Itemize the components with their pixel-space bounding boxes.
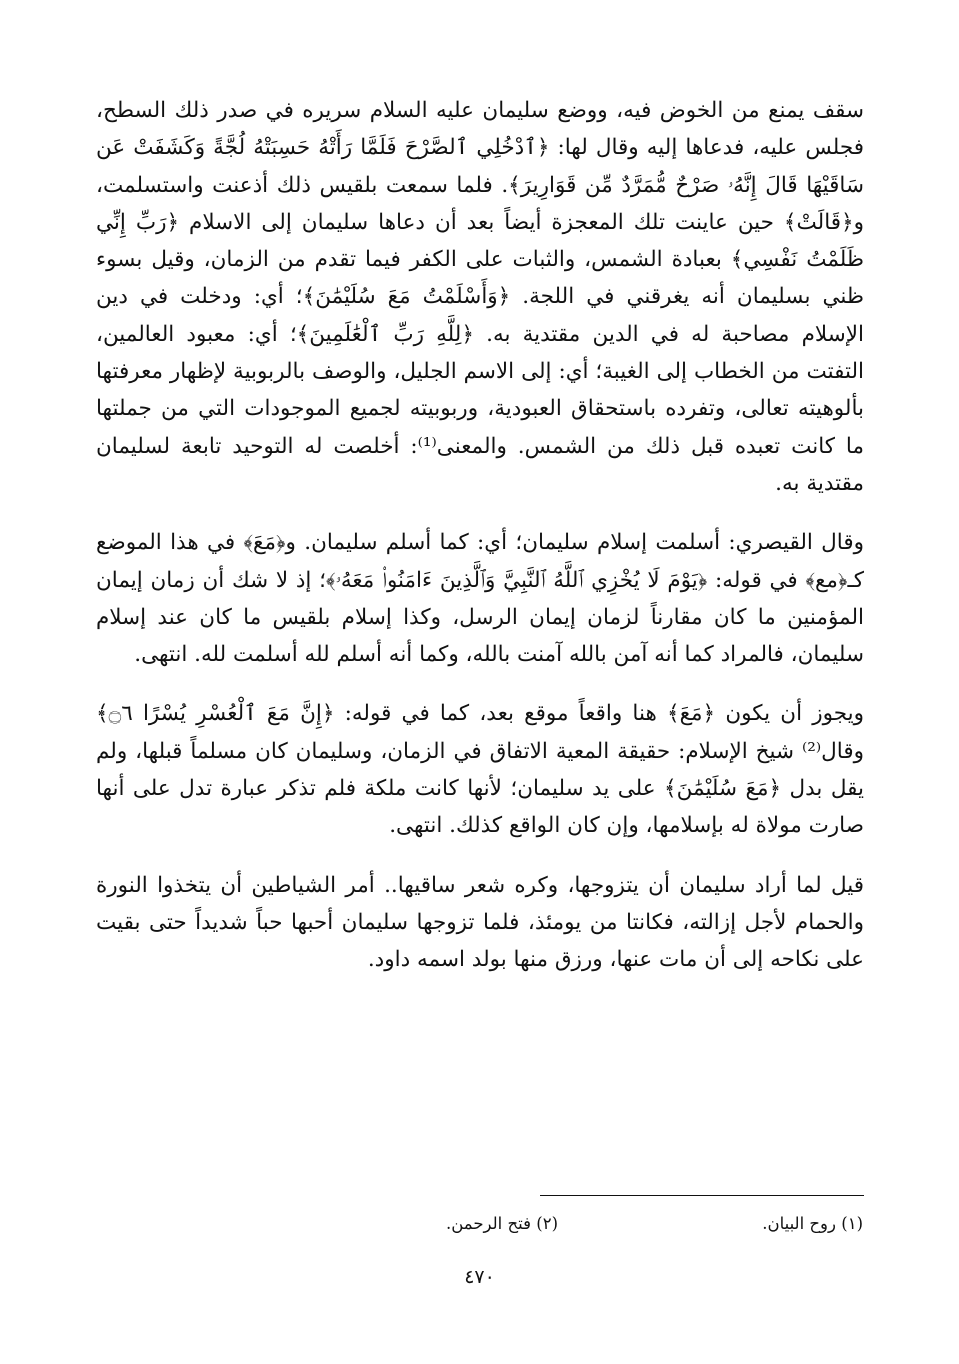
- footnote-1: (١) روح البيان.: [762, 1214, 863, 1233]
- footnotes: [95, 1212, 863, 1236]
- footnote-2: (٢) فتح الرحمن.: [445, 1214, 558, 1233]
- footnote-separator: [540, 1195, 864, 1196]
- paragraph-4: قيل لما أراد سليمان أن يتزوجها، وكره شعر ساقيها.. أمر الشياطين أن يتخذوا النورة والحمام لأجل إزالته، فكانتا من يومئذ، فلما تزوجها سليمان أحبها حباً شديداً حتى بقيت على نكاحه إلى أن مات عنها، ورزق منها بولد اسمه داود.: [96, 872, 864, 973]
- paragraph-2: وقال القيصري: أسلمت إسلام سليمان؛ أي: كما أسلم سليمان. و﴿مَعَ﴾ في هذا الموضع كـ﴿مع﴾ في قوله: ﴿يَوْمَ لَا يُخْزِي ٱللَّهُ ٱلنَّبِيَّ وَٱلَّذِينَ ءَامَنُوا۟ مَعَهُۥ﴾؛ إذ لا شك أن زمان إيمان المؤمنين ما كان مقارناً لزمان إيمان الرسل، وكذا إسلام بلقيس ما كان عند إسلام سليمان، فالمراد كما أنه آمن بالله آمنت بالله، وكما أنه أسلم لله أسلمت لله. انتهى.: [96, 530, 864, 668]
- page-number: ٤٧٠: [464, 1266, 495, 1288]
- paragraph-3: ويجوز أن يكون ﴿مَعَ﴾ هنا واقعاً موقع بعد، كما في قوله: ﴿إِنَّ مَعَ ٱلْعُسْرِ يُسْرًا ۝٦﴾ وقال⁽²⁾ شيخ الإسلام: حقيقة المعية الاتفاق في الزمان، وسليمان كان مسلماً قبلها، ولم يقل بدل ﴿مَعَ سُلَيْمَٰنَ﴾ على يد سليمان؛ لأنها كانت ملكة فلم تذكر عبارة تدل على أنها صارت مولاة له بإسلامها، وإن كان الواقع كذلك. انتهى.: [96, 701, 864, 839]
- page-body: [96, 92, 864, 979]
- paragraph-1: سقف يمنع من الخوض فيه، ووضع سليمان عليه السلام سريره في صدر ذلك السطح، فجلس عليه، فدعاها إليه وقال لها: ﴿ٱدْخُلِي ٱلصَّرْحَ فَلَمَّا رَأَتْهُ حَسِبَتْهُ لُجَّةً وَكَشَفَتْ عَن سَاقَيْهَا قَالَ إِنَّهُۥ صَرْحٌ مُّمَرَّدٌ مِّن قَوَارِيرَ﴾. فلما سمعت بلقيس ذلك أذعنت واستسلمت، و﴿قَالَتْ﴾ حين عاينت تلك المعجزة أيضاً بعد أن دعاها سليمان إلى الاسلام ﴿رَبِّ إِنِّي ظَلَمْتُ نَفْسِي﴾ بعبادة الشمس، والثبات على الكفر فيما تقدم من الزمان، وقيل بسوء ظني بسليمان أنه يغرقني في اللجة. ﴿وَأَسْلَمْتُ مَعَ سُلَيْمَٰنَ﴾؛ أي: ودخلت في دين الإسلام مصاحبة له في الدين مقتدية به. ﴿لِلَّهِ رَبِّ ٱلْعَٰلَمِينَ﴾؛ أي: معبود العالمين، التفتت من الخطاب إلى الغيبة؛ أي: إلى الاسم الجليل، والوصف بالربوبية لإظهار معرفتها بألوهيته تعالى، وتفرده باستحقاق العبودية، وربوبيته لجميع الموجودات التي من جملتها ما كانت تعبده قبل ذلك من الشمس. والمعنى⁽¹⁾: أخلصت له التوحيد تابعة لسليمان مقتدية به.: [96, 98, 865, 496]
